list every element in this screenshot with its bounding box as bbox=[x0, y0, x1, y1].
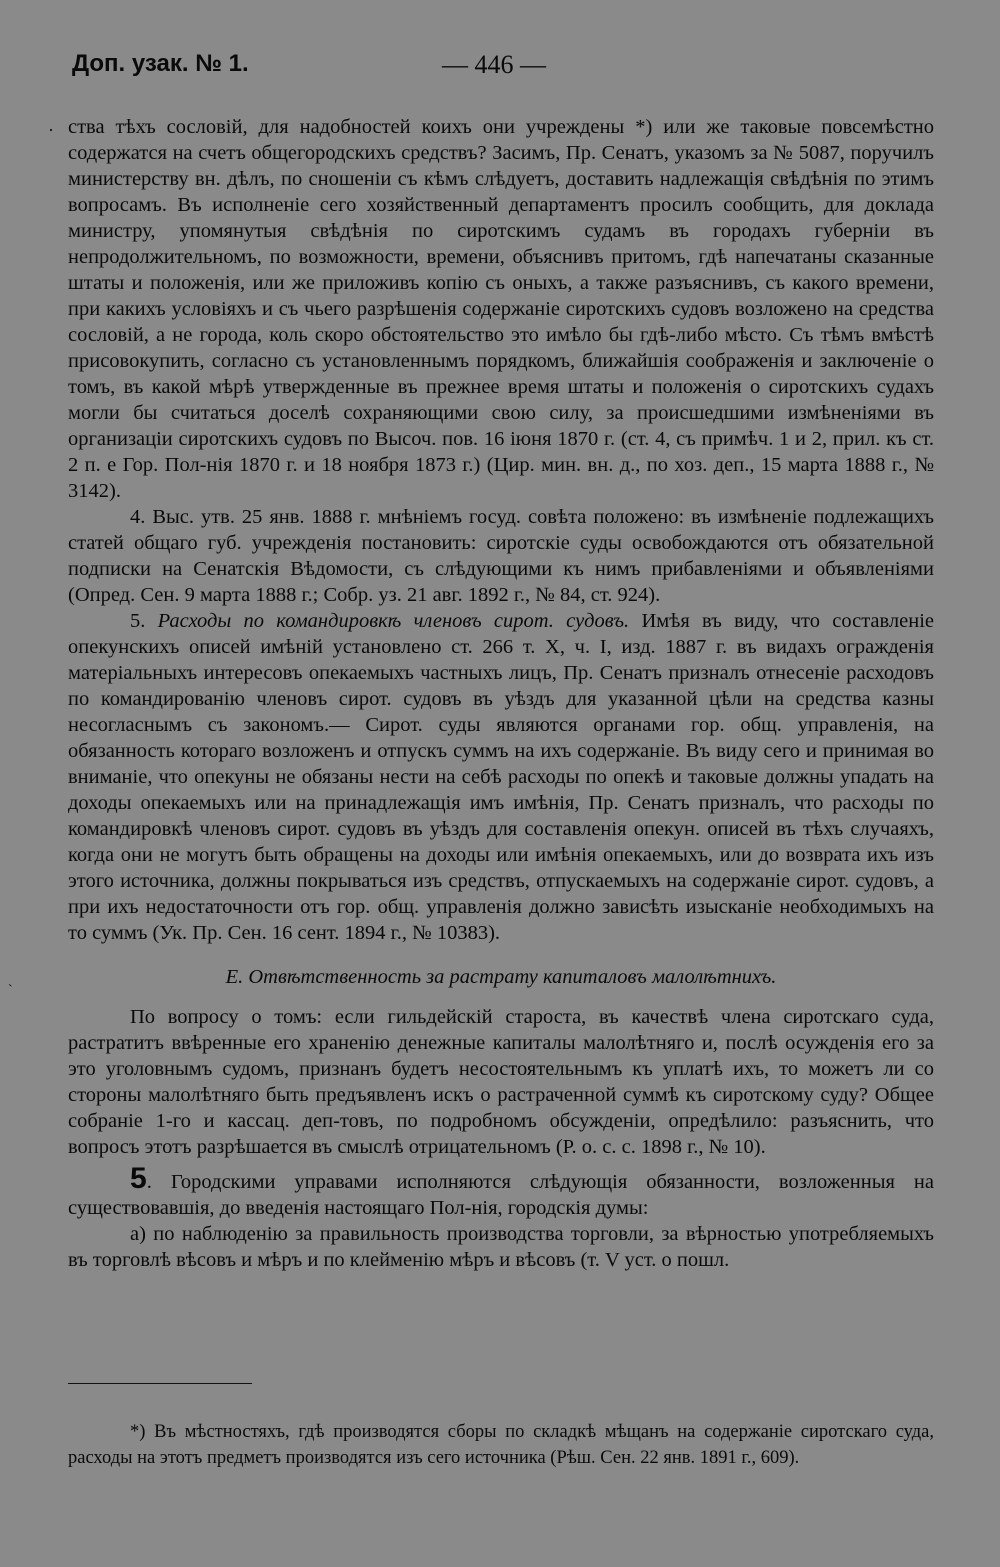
page-number: — 446 — bbox=[442, 50, 546, 79]
page-body bbox=[68, 114, 934, 1273]
margin-mark: · bbox=[48, 120, 54, 140]
paragraph bbox=[68, 608, 934, 946]
paragraph: ства тѣхъ сословій, для надобностей коихъ они учреждены *) или же таковые повсемѣстно содержатся на счетъ общегородскихъ средствъ? Засимъ, Пр. Сенатъ, указомъ за № 5087, поручилъ министерству вн. дѣлъ, по сношеніи съ кѣмъ слѣдуетъ, доставить надлежащія свѣдѣнія по этимъ вопросамъ. Въ исполненіе сего хозяйственный департаментъ просилъ сообщить, для доклада министру, упомянутыя свѣдѣнія по сиротскимъ судамъ въ городахъ губерніи въ непродолжительномъ, по возможности, времени, объяснивъ притомъ, гдѣ напечатаны сказанные штаты и положенія, или же приложивъ копію съ оныхъ, а также разъяснивъ, съ какого времени, при какихъ условіяхъ и съ чьего разрѣшенія содержаніе сиротскихъ судовъ возложено на средства сословій, а не города, коль скоро обстоятельство это имѣло бы гдѣ-либо мѣсто. Съ тѣмъ вмѣстѣ присовокупить, согласно съ установленнымъ порядкомъ, ближайшія соображенія и заключеніе о томъ, въ какой мѣрѣ утвержденные въ прежнее время штаты и положенія о сиротскихъ судахъ могли бы считаться доселѣ сохраняющими свою силу, за происшедшими измѣненіями въ организаціи сиротскихъ судовъ по Высоч. пов. 16 іюня 1870 г. (ст. 4, съ примѣч. 1 и 2, прил. къ ст. 2 п. е Гор. Пол-нія 1870 г. и 18 ноября 1873 г.) (Цир. мин. вн. д., по хоз. деп., 15 марта 1888 г., № 3142). bbox=[68, 116, 934, 502]
item-title: Расходы по командировкѣ членовъ сирот. судовъ. bbox=[157, 610, 630, 632]
footnote-rule bbox=[68, 1383, 252, 1384]
margin-mark: ` bbox=[8, 983, 13, 998]
item-number: 5. bbox=[130, 610, 146, 632]
header-running-title: Доп. узак. № 1. bbox=[72, 50, 249, 77]
article-paragraph bbox=[68, 1162, 934, 1221]
article-text: . Городскими управами исполняются слѣдующія обязанности, возложенныя на существовавшія, до введенія настоящаго Пол-нія, городскія думы: bbox=[68, 1171, 934, 1219]
paragraph: По вопросу о томъ: если гильдейскій староста, въ качествѣ члена сиротскаго суда, растратитъ ввѣренные его храненію денежные капиталы малолѣтняго и, послѣ осужденія его за это уголовнымъ судомъ, признанъ будетъ несостоятельнымъ къ уплатѣ ихъ, то можетъ ли со стороны малолѣтняго быть предъявленъ искъ о растраченной суммѣ къ сиротскому суду? Общее собраніе 1-го и кассац. деп-товъ, по подробномъ обсужденіи, опредѣлило: разъяснить, что вопросъ этотъ разрѣшается въ смыслѣ отрицательномъ (Р. о. с. с. 1898 г., № 10). bbox=[68, 1006, 934, 1158]
paragraph: а) по наблюденію за правильность производства торговли, за вѣрностью употребляемыхъ въ торговлѣ вѣсовъ и мѣръ и по клейменію мѣръ и вѣсовъ (т. V уст. о пошл. bbox=[68, 1223, 934, 1271]
article-number: 5 bbox=[130, 1162, 147, 1195]
item-text: Имѣя въ виду, что составленіе опекунскихъ описей имѣній установлено ст. 266 т. X, ч. I, изд. 1887 г. въ видахъ огражденія матеріальныхъ интересовъ опекаемыхъ частныхъ лицъ, Пр. Сенатъ призналъ отнесеніе расходовъ по командированію членовъ сирот. судовъ въ уѣздъ для указанной цѣли на средства казны несогласнымъ съ закономъ.— Сирот. суды являются органами гор. общ. управленія, на обязанность котораго возложенъ и отпускъ суммъ на ихъ содержаніе. Въ виду сего и принимая во вниманіе, что опекуны не обязаны нести на себѣ расходы по опекѣ и таковые должны упадать на доходы опекаемыхъ или на принадлежащія имъ имѣнія, Пр. Сенатъ призналъ, что расходы по командировкѣ членовъ сирот. судовъ въ уѣздъ для составленія опекун. описей въ тѣхъ случаяхъ, когда они не могутъ быть обращены на доходы или имѣнія опекаемыхъ, или до возврата ихъ изъ этого источника, должны покрываться изъ средствъ, отпускаемыхъ на содержаніе сирот. судовъ, а при ихъ недостаточности отъ гор. общ. управленія должно зависѣть изысканіе необходимыхъ на то суммъ (Ук. Пр. Сен. 16 сент. 1894 г., № 10383). bbox=[68, 610, 935, 944]
section-heading: Е. Отвѣтственность за растрату капиталовъ малолѣтнихъ. bbox=[225, 966, 777, 988]
footnote: *) Въ мѣстностяхъ, гдѣ производятся сборы по складкѣ мѣщанъ на содержаніе сиротскаго суда, расходы на этотъ предметъ производятся изъ сего источника (Рѣш. Сен. 22 янв. 1891 г., 609). bbox=[68, 1421, 934, 1468]
page-header bbox=[72, 50, 932, 90]
paragraph: 4. Выс. утв. 25 янв. 1888 г. мнѣніемъ госуд. совѣта положено: въ измѣненіе подлежащихъ статей общаго губ. учрежденія постановить: сиротскіе суды освобождаются отъ обязательной подписки на Сенатскія Вѣдомости, съ слѣдующими къ нимъ прибавленіями и объявленіями (Опред. Сен. 9 марта 1888 г.; Собр. уз. 21 авг. 1892 г., № 84, ст. 924). bbox=[68, 506, 934, 606]
